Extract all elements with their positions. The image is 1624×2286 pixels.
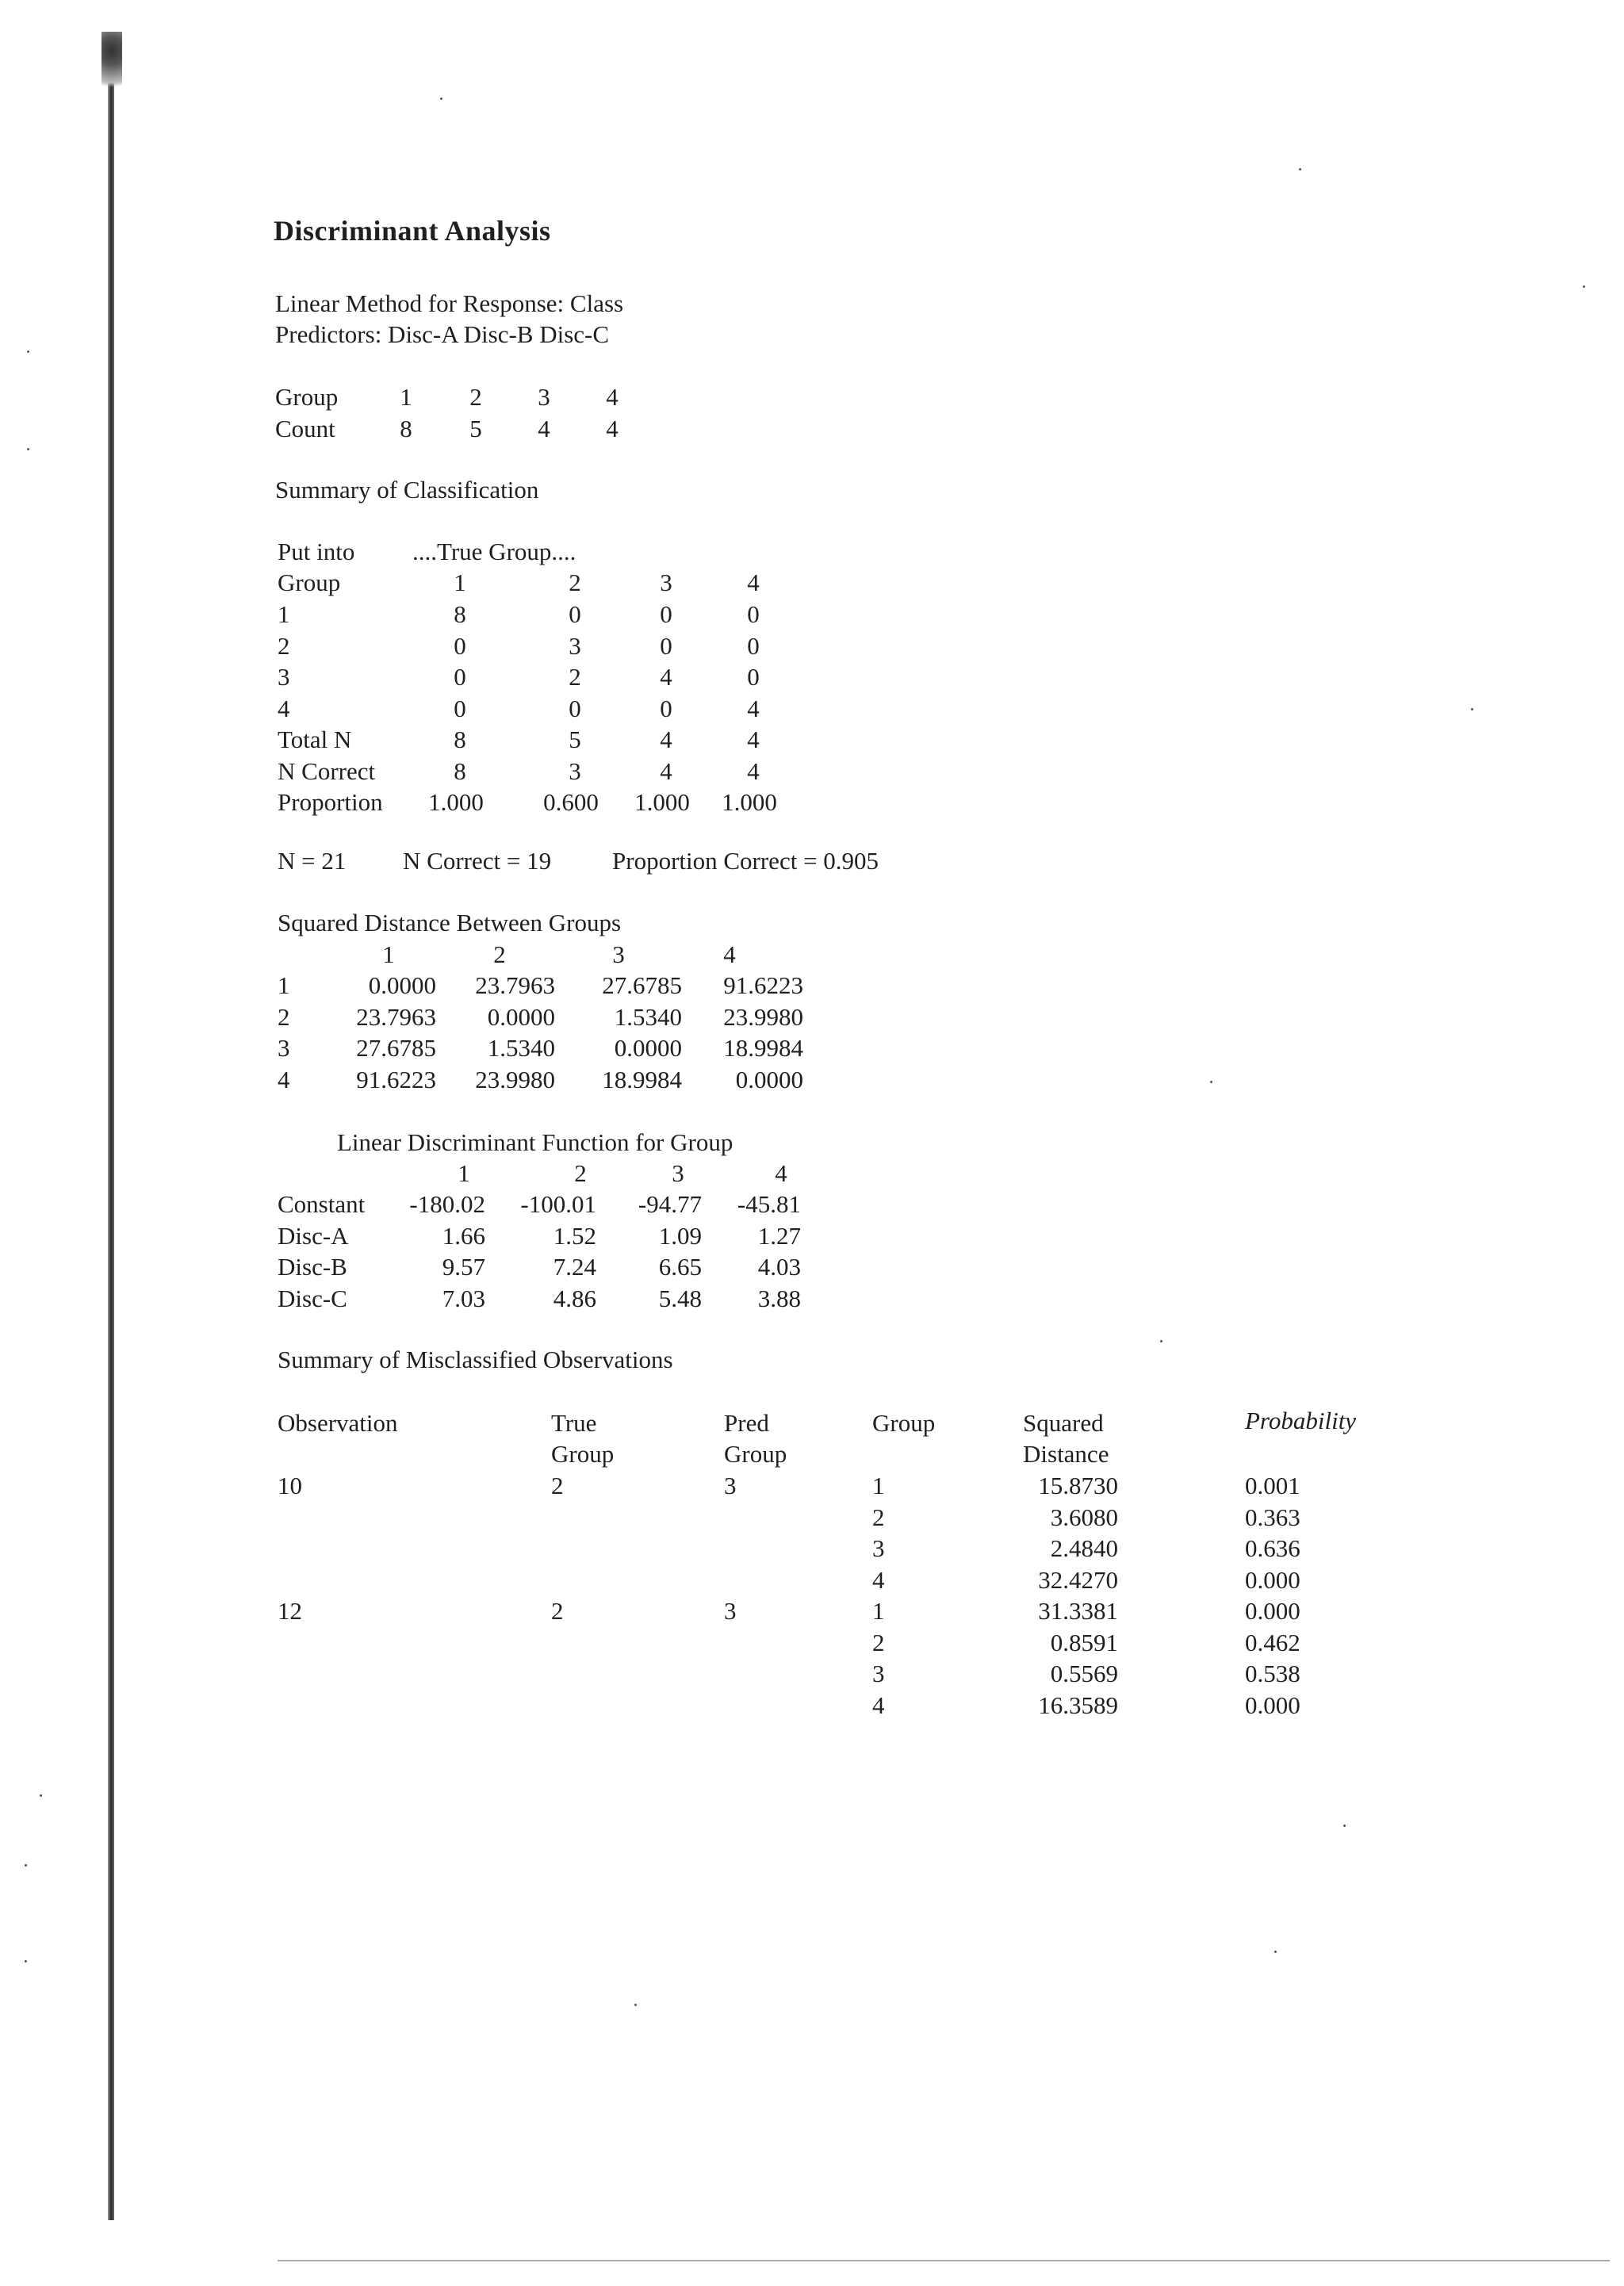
ldf-row-label: Disc-B <box>278 1253 347 1281</box>
classification-row-label: Proportion <box>278 788 383 816</box>
ldf-cell: 7.03 <box>442 1284 485 1312</box>
ldf-cell: 1.27 <box>757 1221 801 1250</box>
group-number: 4 <box>606 383 619 411</box>
classification-column-header: 4 <box>747 569 760 596</box>
classification-cell: 4 <box>660 726 672 753</box>
misclass-group: 1 <box>872 1472 885 1499</box>
n-total: N = 21 <box>278 847 347 875</box>
predictors-line: Predictors: Disc-A Disc-B Disc-C <box>275 320 610 348</box>
misclass-group: 3 <box>872 1534 885 1562</box>
ldf-cell: 9.57 <box>442 1253 485 1281</box>
group-count: 4 <box>538 415 550 442</box>
put-into-label: Put into <box>278 538 355 565</box>
ldf-row-label: Disc-C <box>278 1284 347 1312</box>
classification-cell: 0 <box>660 631 672 660</box>
squared-distance-heading: Squared Distance Between Groups <box>278 909 622 936</box>
scan-speck <box>1583 285 1585 288</box>
misclass-squared-distance: 16.3589 <box>1038 1691 1118 1719</box>
distance-column-header: 2 <box>493 940 506 968</box>
true-group-header: True Group <box>551 1409 615 1468</box>
count-row-label: Count <box>275 415 335 442</box>
observation-header: Observation <box>278 1409 398 1437</box>
scan-speck <box>1160 1340 1162 1342</box>
classification-cell: 0 <box>569 600 581 628</box>
classification-cell: 4 <box>747 726 760 753</box>
misclass-probability: 0.000 <box>1245 1691 1300 1719</box>
ldf-column-header: 2 <box>574 1159 587 1187</box>
ldf-cell: 3.88 <box>757 1284 801 1312</box>
misclass-probability: 0.636 <box>1245 1534 1300 1562</box>
ldf-cell: 1.09 <box>658 1221 702 1250</box>
distance-cell: 0.0000 <box>368 971 436 999</box>
ldf-column-header: 1 <box>458 1159 470 1187</box>
classification-cell: 5 <box>569 726 581 753</box>
misclass-group: 4 <box>872 1565 885 1594</box>
classification-cell: 1.000 <box>722 788 777 816</box>
misclass-group: 2 <box>872 1628 885 1656</box>
distance-row-label: 4 <box>278 1065 290 1093</box>
group-row-label: Group <box>275 383 339 411</box>
group-number: 1 <box>400 383 412 411</box>
ldf-cell: -94.77 <box>638 1190 702 1218</box>
classification-cell: 8 <box>454 600 466 628</box>
observation-id: 12 <box>278 1597 302 1625</box>
distance-row-label: 2 <box>278 1002 290 1031</box>
ldf-cell: 1.52 <box>553 1221 596 1250</box>
observation-true-group: 2 <box>551 1472 564 1499</box>
misclass-probability: 0.001 <box>1245 1472 1300 1499</box>
ldf-cell: 6.65 <box>658 1253 702 1281</box>
classification-cell: 0 <box>747 600 760 628</box>
scan-speck <box>1274 1951 1277 1953</box>
distance-cell: 0.0000 <box>735 1065 803 1093</box>
classification-cell: 0 <box>747 663 760 691</box>
group-number: 3 <box>538 383 550 411</box>
group-count: 8 <box>400 415 412 442</box>
group-number: 2 <box>469 383 482 411</box>
misclass-squared-distance: 31.3381 <box>1038 1597 1118 1625</box>
n-correct: N Correct = 19 <box>403 847 552 875</box>
classification-cell: 0 <box>454 694 466 722</box>
scan-speck <box>1471 708 1473 710</box>
ldf-column-header: 4 <box>775 1159 787 1187</box>
classification-row-label: 2 <box>278 631 290 660</box>
distance-cell: 23.7963 <box>356 1002 436 1031</box>
misclass-probability: 0.538 <box>1245 1660 1300 1687</box>
classification-cell: 8 <box>454 726 466 753</box>
classification-group-label: Group <box>278 569 341 596</box>
scan-speck <box>1210 1081 1212 1083</box>
misclass-squared-distance: 0.5569 <box>1050 1660 1118 1687</box>
distance-cell: 18.9984 <box>602 1065 682 1093</box>
distance-cell: 23.9980 <box>723 1002 803 1031</box>
distance-row-label: 3 <box>278 1034 290 1062</box>
misclass-squared-distance: 2.4840 <box>1050 1534 1118 1562</box>
distance-row-label: 1 <box>278 971 290 999</box>
scan-speck <box>27 350 29 353</box>
ldf-cell: -45.81 <box>737 1190 801 1218</box>
distance-column-header: 1 <box>382 940 395 968</box>
binding-edge <box>108 32 114 2220</box>
distance-column-header: 4 <box>723 940 736 968</box>
classification-cell: 1.000 <box>634 788 690 816</box>
misclass-probability: 0.363 <box>1245 1503 1300 1531</box>
misclass-probability: 0.000 <box>1245 1597 1300 1625</box>
classification-row-label: 4 <box>278 694 290 722</box>
group-header: Group <box>872 1409 936 1437</box>
observation-true-group: 2 <box>551 1597 564 1625</box>
misclassified-heading: Summary of Misclassified Observations <box>278 1346 673 1373</box>
classification-cell: 4 <box>747 756 760 785</box>
misclass-squared-distance: 15.8730 <box>1038 1472 1118 1499</box>
distance-cell: 0.0000 <box>614 1034 682 1062</box>
classification-column-header: 3 <box>660 569 672 596</box>
classification-heading: Summary of Classification <box>275 476 539 504</box>
scan-speck <box>1299 168 1301 170</box>
ldf-cell: 7.24 <box>553 1253 596 1281</box>
distance-cell: 18.9984 <box>723 1034 803 1062</box>
ldf-cell: 4.86 <box>553 1284 596 1312</box>
distance-cell: 91.6223 <box>356 1065 436 1093</box>
page-title: Discriminant Analysis <box>274 215 551 247</box>
classification-cell: 3 <box>569 631 581 660</box>
misclass-group: 3 <box>872 1660 885 1687</box>
ldf-heading: Linear Discriminant Function for Group <box>337 1128 733 1156</box>
classification-cell: 0 <box>747 631 760 660</box>
pred-group-header: Pred Group <box>724 1409 787 1468</box>
misclass-group: 4 <box>872 1691 885 1719</box>
squared-distance-header: Squared Distance <box>1023 1409 1109 1468</box>
scan-speck <box>634 2004 637 2006</box>
classification-row-label: 1 <box>278 600 290 628</box>
classification-cell: 4 <box>660 756 672 785</box>
distance-cell: 1.5340 <box>614 1002 682 1031</box>
distance-column-header: 3 <box>612 940 625 968</box>
group-count: 4 <box>606 415 619 442</box>
group-count: 5 <box>469 415 482 442</box>
ldf-cell: 4.03 <box>757 1253 801 1281</box>
classification-cell: 3 <box>569 756 581 785</box>
classification-row-label: Total N <box>278 726 352 753</box>
classification-row-label: 3 <box>278 663 290 691</box>
scan-speck <box>440 98 442 100</box>
misclass-probability: 0.462 <box>1245 1628 1300 1656</box>
classification-cell: 0 <box>454 631 466 660</box>
observation-pred-group: 3 <box>724 1597 737 1625</box>
proportion-correct: Proportion Correct = 0.905 <box>612 847 879 875</box>
observation-pred-group: 3 <box>724 1472 737 1499</box>
scan-speck <box>27 448 29 450</box>
ldf-column-header: 3 <box>672 1159 684 1187</box>
distance-cell: 91.6223 <box>723 971 803 999</box>
page-bottom-rule <box>278 2260 1610 2261</box>
classification-column-header: 2 <box>569 569 581 596</box>
ldf-cell: -180.02 <box>409 1190 485 1218</box>
observation-id: 10 <box>278 1472 302 1499</box>
method-line: Linear Method for Response: Class <box>275 289 624 317</box>
distance-cell: 23.9980 <box>475 1065 555 1093</box>
misclass-group: 2 <box>872 1503 885 1531</box>
binding-staple <box>102 32 122 95</box>
misclass-group: 1 <box>872 1597 885 1625</box>
misclass-squared-distance: 0.8591 <box>1050 1628 1118 1656</box>
classification-cell: 4 <box>747 694 760 722</box>
classification-cell: 1.000 <box>428 788 484 816</box>
distance-cell: 27.6785 <box>356 1034 436 1062</box>
misclass-squared-distance: 32.4270 <box>1038 1565 1118 1594</box>
ldf-row-label: Disc-A <box>278 1221 349 1250</box>
ldf-cell: -100.01 <box>520 1190 596 1218</box>
classification-row-label: N Correct <box>278 756 376 785</box>
classification-cell: 4 <box>660 663 672 691</box>
ldf-cell: 1.66 <box>442 1221 485 1250</box>
scan-speck <box>1343 1825 1346 1827</box>
classification-cell: 0 <box>569 694 581 722</box>
distance-cell: 27.6785 <box>602 971 682 999</box>
ldf-cell: 5.48 <box>658 1284 702 1312</box>
classification-cell: 8 <box>454 756 466 785</box>
distance-cell: 23.7963 <box>475 971 555 999</box>
classification-cell: 0 <box>454 663 466 691</box>
classification-cell: 0.600 <box>543 788 599 816</box>
distance-cell: 0.0000 <box>487 1002 555 1031</box>
distance-cell: 1.5340 <box>487 1034 555 1062</box>
misclass-probability: 0.000 <box>1245 1565 1300 1594</box>
scan-speck <box>25 1864 27 1867</box>
classification-cell: 2 <box>569 663 581 691</box>
classification-column-header: 1 <box>454 569 466 596</box>
misclass-squared-distance: 3.6080 <box>1050 1503 1118 1531</box>
ldf-row-label: Constant <box>278 1190 366 1218</box>
probability-header: Probability <box>1245 1407 1357 1434</box>
true-group-label: ....True Group.... <box>412 538 576 565</box>
scan-speck <box>40 1794 42 1797</box>
scan-speck <box>25 1960 27 1962</box>
classification-cell: 0 <box>660 600 672 628</box>
classification-cell: 0 <box>660 694 672 722</box>
